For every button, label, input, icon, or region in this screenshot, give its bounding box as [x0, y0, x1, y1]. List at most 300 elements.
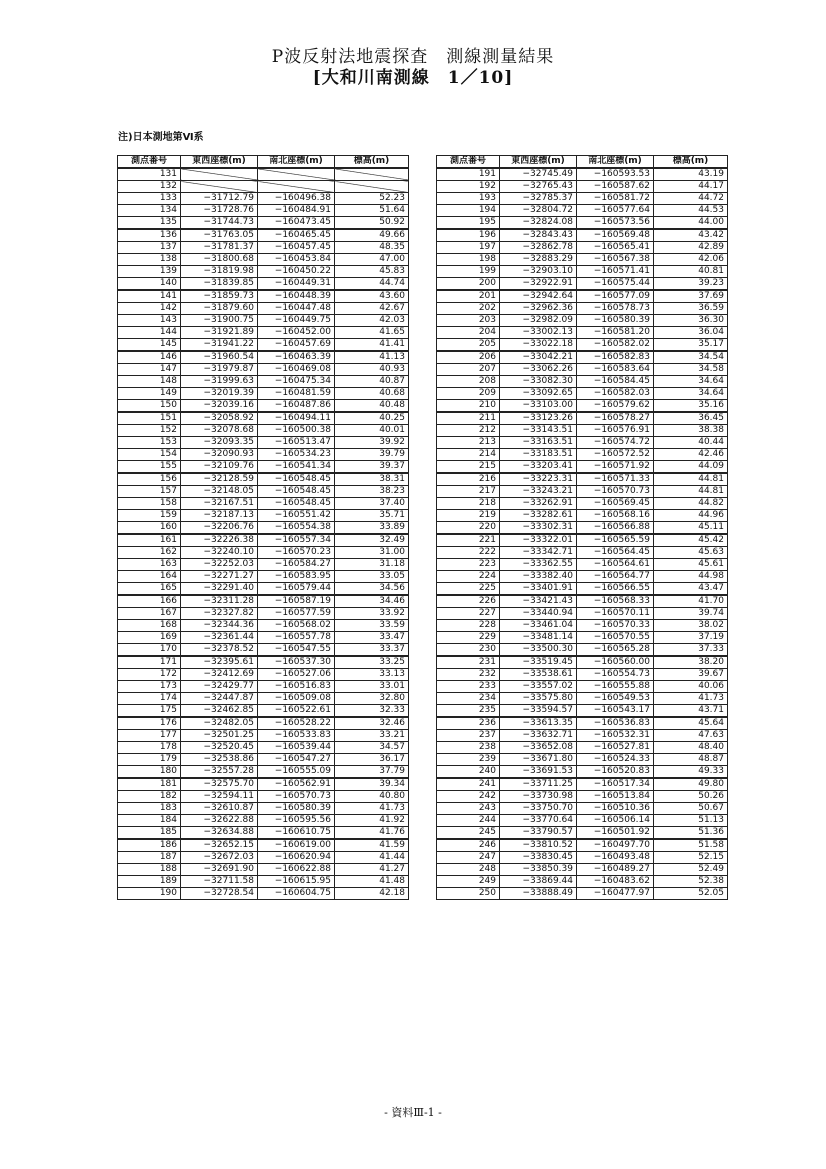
- easting-cell: −33652.08: [500, 742, 577, 754]
- northing-cell: −160619.00: [258, 839, 335, 852]
- easting-cell: −33143.51: [500, 425, 577, 437]
- easting-cell: −32982.09: [500, 315, 577, 327]
- point-number-cell: 172: [118, 669, 181, 681]
- northing-cell: −160578.27: [577, 412, 654, 425]
- point-number-cell: 214: [437, 449, 500, 461]
- elevation-cell: 34.57: [335, 742, 409, 754]
- table-row: [118, 778, 409, 791]
- point-number-cell: 208: [437, 376, 500, 388]
- point-number-cell: 248: [437, 864, 500, 876]
- northing-cell: −160567.38: [577, 254, 654, 266]
- northing-cell: −160554.38: [258, 522, 335, 535]
- table-row: [437, 364, 728, 376]
- elevation-cell: 41.70: [654, 595, 728, 608]
- elevation-cell: 36.04: [654, 327, 728, 339]
- table-row: [118, 522, 409, 535]
- point-number-cell: 143: [118, 315, 181, 327]
- point-number-cell: 133: [118, 193, 181, 205]
- point-number-cell: 137: [118, 242, 181, 254]
- point-number-cell: 203: [437, 315, 500, 327]
- easting-cell: −31879.60: [181, 303, 258, 315]
- elevation-cell: 40.87: [335, 376, 409, 388]
- elevation-cell: 43.71: [654, 705, 728, 718]
- point-number-cell: 210: [437, 400, 500, 413]
- easting-cell: −32271.27: [181, 571, 258, 583]
- northing-cell: −160571.41: [577, 266, 654, 278]
- point-number-cell: 147: [118, 364, 181, 376]
- elevation-cell: 39.67: [654, 669, 728, 681]
- column-header-point-number: 測点番号: [118, 156, 181, 169]
- document-subtitle: [大和川南測線 1／10]: [312, 68, 514, 88]
- easting-cell: −33519.45: [500, 656, 577, 669]
- point-number-cell: 196: [437, 229, 500, 242]
- elevation-cell: 41.65: [335, 327, 409, 339]
- elevation-cell: 39.23: [654, 278, 728, 291]
- point-number-cell: 158: [118, 498, 181, 510]
- point-number-cell: 201: [437, 290, 500, 303]
- table-row: [118, 364, 409, 376]
- easting-cell: −32378.52: [181, 644, 258, 657]
- table-row: [118, 693, 409, 705]
- elevation-cell: 36.59: [654, 303, 728, 315]
- point-number-cell: 180: [118, 766, 181, 779]
- table-row: [437, 449, 728, 461]
- elevation-cell: 49.66: [335, 229, 409, 242]
- document-title: P波反射法地震探査 測線測量結果: [271, 47, 555, 67]
- point-number-cell: 245: [437, 827, 500, 840]
- easting-cell: −32883.29: [500, 254, 577, 266]
- northing-cell: −160475.34: [258, 376, 335, 388]
- northing-cell: −160506.14: [577, 815, 654, 827]
- table-row: [437, 827, 728, 840]
- easting-cell: −32311.28: [181, 595, 258, 608]
- table-row: [437, 254, 728, 266]
- easting-cell: −33382.40: [500, 571, 577, 583]
- northing-cell: −160543.17: [577, 705, 654, 718]
- point-number-cell: 150: [118, 400, 181, 413]
- point-number-cell: 171: [118, 656, 181, 669]
- easting-cell: −32862.78: [500, 242, 577, 254]
- point-number-cell: 166: [118, 595, 181, 608]
- table-row: [118, 510, 409, 522]
- survey-table-left: [117, 155, 409, 900]
- table-row: [118, 388, 409, 400]
- northing-cell: −160562.91: [258, 778, 335, 791]
- easting-cell: −33557.02: [500, 681, 577, 693]
- table-row: [437, 644, 728, 657]
- table-row: [118, 730, 409, 742]
- column-header-easting: 東西座標(m): [500, 156, 577, 169]
- elevation-cell: 42.18: [335, 888, 409, 900]
- easting-cell: −31712.79: [181, 193, 258, 205]
- northing-cell: −160584.45: [577, 376, 654, 388]
- northing-cell: −160453.84: [258, 254, 335, 266]
- point-number-cell: 232: [437, 669, 500, 681]
- point-number-cell: 213: [437, 437, 500, 449]
- northing-cell: −160463.39: [258, 351, 335, 364]
- northing-cell: −160593.53: [577, 168, 654, 181]
- northing-cell: −160537.30: [258, 656, 335, 669]
- easting-cell: −33342.71: [500, 547, 577, 559]
- northing-cell: −160493.48: [577, 852, 654, 864]
- elevation-cell: 33.89: [335, 522, 409, 535]
- point-number-cell: 148: [118, 376, 181, 388]
- northing-cell: −160568.16: [577, 510, 654, 522]
- table-row: [118, 864, 409, 876]
- column-header-northing: 南北座標(m): [577, 156, 654, 169]
- easting-cell: −33790.57: [500, 827, 577, 840]
- point-number-cell: 219: [437, 510, 500, 522]
- elevation-cell: 41.76: [335, 827, 409, 840]
- table-row: [118, 193, 409, 205]
- elevation-cell: 38.38: [654, 425, 728, 437]
- table-row: [437, 461, 728, 474]
- table-header-row: [118, 156, 409, 169]
- elevation-cell: 42.06: [654, 254, 728, 266]
- easting-cell: −32538.86: [181, 754, 258, 766]
- point-number-cell: 190: [118, 888, 181, 900]
- northing-cell: −160448.39: [258, 290, 335, 303]
- point-number-cell: 136: [118, 229, 181, 242]
- northing-cell: −160494.11: [258, 412, 335, 425]
- elevation-cell: 44.00: [654, 217, 728, 230]
- northing-cell: −160555.09: [258, 766, 335, 779]
- table-row: [118, 254, 409, 266]
- easting-cell: −32058.92: [181, 412, 258, 425]
- point-number-cell: 211: [437, 412, 500, 425]
- elevation-cell: 45.61: [654, 559, 728, 571]
- easting-cell: −32187.13: [181, 510, 258, 522]
- elevation-cell: 40.06: [654, 681, 728, 693]
- northing-cell: −160547.55: [258, 644, 335, 657]
- elevation-cell: 45.83: [335, 266, 409, 278]
- point-number-cell: 227: [437, 608, 500, 620]
- point-number-cell: 240: [437, 766, 500, 779]
- table-row: [437, 473, 728, 486]
- table-row: [437, 778, 728, 791]
- northing-cell: −160483.62: [577, 876, 654, 888]
- point-number-cell: 224: [437, 571, 500, 583]
- northing-cell: −160497.70: [577, 839, 654, 852]
- table-row: [437, 437, 728, 449]
- northing-cell: −160534.23: [258, 449, 335, 461]
- easting-cell: −31800.68: [181, 254, 258, 266]
- elevation-cell: 41.73: [335, 803, 409, 815]
- table-row: [437, 498, 728, 510]
- page-footer: - 資料Ⅲ-1 -: [384, 1106, 442, 1119]
- northing-cell: −160481.59: [258, 388, 335, 400]
- elevation-cell: 37.40: [335, 498, 409, 510]
- point-number-cell: 198: [437, 254, 500, 266]
- point-number-cell: 233: [437, 681, 500, 693]
- elevation-cell: 44.96: [654, 510, 728, 522]
- northing-cell: −160564.77: [577, 571, 654, 583]
- elevation-cell: 41.92: [335, 815, 409, 827]
- point-number-cell: 194: [437, 205, 500, 217]
- northing-cell: −160566.88: [577, 522, 654, 535]
- easting-cell: −32520.45: [181, 742, 258, 754]
- northing-cell: −160496.38: [258, 193, 335, 205]
- point-number-cell: 241: [437, 778, 500, 791]
- elevation-cell: 49.80: [654, 778, 728, 791]
- easting-cell: −33002.13: [500, 327, 577, 339]
- northing-cell: −160570.33: [577, 620, 654, 632]
- elevation-cell: 41.73: [654, 693, 728, 705]
- easting-cell: −33850.39: [500, 864, 577, 876]
- easting-cell: −33123.26: [500, 412, 577, 425]
- point-number-cell: 250: [437, 888, 500, 900]
- table-row: [118, 815, 409, 827]
- table-row: [118, 876, 409, 888]
- survey-table-left-body: [118, 168, 409, 900]
- easting-cell: [181, 168, 258, 181]
- easting-cell: −31979.87: [181, 364, 258, 376]
- point-number-cell: 152: [118, 425, 181, 437]
- point-number-cell: 174: [118, 693, 181, 705]
- easting-cell: −33082.30: [500, 376, 577, 388]
- elevation-cell: 40.68: [335, 388, 409, 400]
- table-row: [437, 242, 728, 254]
- northing-cell: −160620.94: [258, 852, 335, 864]
- table-row: [437, 730, 728, 742]
- northing-cell: −160555.88: [577, 681, 654, 693]
- northing-cell: −160509.08: [258, 693, 335, 705]
- northing-cell: −160541.34: [258, 461, 335, 474]
- elevation-cell: 52.38: [654, 876, 728, 888]
- table-row: [118, 266, 409, 278]
- point-number-cell: 200: [437, 278, 500, 291]
- easting-cell: −33869.44: [500, 876, 577, 888]
- table-row: [118, 620, 409, 632]
- northing-cell: −160548.45: [258, 498, 335, 510]
- point-number-cell: 131: [118, 168, 181, 181]
- point-number-cell: 169: [118, 632, 181, 644]
- point-number-cell: 188: [118, 864, 181, 876]
- table-row: [437, 669, 728, 681]
- table-row: [437, 376, 728, 388]
- easting-cell: −32226.38: [181, 534, 258, 547]
- point-number-cell: 184: [118, 815, 181, 827]
- point-number-cell: 167: [118, 608, 181, 620]
- easting-cell: −32903.10: [500, 266, 577, 278]
- column-header-point-number: 測点番号: [437, 156, 500, 169]
- elevation-cell: 52.05: [654, 888, 728, 900]
- point-number-cell: 195: [437, 217, 500, 230]
- table-row: [437, 571, 728, 583]
- point-number-cell: 141: [118, 290, 181, 303]
- northing-cell: −160583.95: [258, 571, 335, 583]
- table-row: [437, 693, 728, 705]
- easting-cell: −32462.85: [181, 705, 258, 718]
- table-row: [118, 205, 409, 217]
- elevation-cell: 51.36: [654, 827, 728, 840]
- table-row: [118, 754, 409, 766]
- elevation-cell: 40.81: [654, 266, 728, 278]
- northing-cell: −160569.45: [577, 498, 654, 510]
- northing-cell: −160622.88: [258, 864, 335, 876]
- table-row: [118, 303, 409, 315]
- point-number-cell: 145: [118, 339, 181, 352]
- table-row: [437, 522, 728, 535]
- northing-cell: −160564.61: [577, 559, 654, 571]
- elevation-cell: 50.92: [335, 217, 409, 230]
- table-row: [118, 278, 409, 291]
- elevation-cell: 36.30: [654, 315, 728, 327]
- table-row: [437, 803, 728, 815]
- easting-cell: −32093.35: [181, 437, 258, 449]
- northing-cell: −160577.59: [258, 608, 335, 620]
- easting-cell: −32594.11: [181, 791, 258, 803]
- northing-cell: −160578.73: [577, 303, 654, 315]
- table-row: [437, 217, 728, 230]
- northing-cell: −160557.34: [258, 534, 335, 547]
- point-number-cell: 175: [118, 705, 181, 718]
- point-number-cell: 249: [437, 876, 500, 888]
- easting-cell: −32610.87: [181, 803, 258, 815]
- elevation-cell: 39.92: [335, 437, 409, 449]
- table-row: [118, 705, 409, 718]
- elevation-cell: 37.33: [654, 644, 728, 657]
- point-number-cell: 226: [437, 595, 500, 608]
- table-row: [437, 351, 728, 364]
- elevation-cell: 45.63: [654, 547, 728, 559]
- elevation-cell: 52.49: [654, 864, 728, 876]
- table-row: [437, 425, 728, 437]
- easting-cell: −32622.88: [181, 815, 258, 827]
- table-row: [437, 193, 728, 205]
- table-row: [118, 315, 409, 327]
- elevation-cell: 34.46: [335, 595, 409, 608]
- table-row: [118, 791, 409, 803]
- easting-cell: −31960.54: [181, 351, 258, 364]
- table-row: [437, 278, 728, 291]
- northing-cell: −160484.91: [258, 205, 335, 217]
- elevation-cell: 33.59: [335, 620, 409, 632]
- point-number-cell: 221: [437, 534, 500, 547]
- northing-cell: [258, 168, 335, 181]
- table-row: [118, 669, 409, 681]
- column-header-northing: 南北座標(m): [258, 156, 335, 169]
- table-row: [118, 425, 409, 437]
- northing-cell: −160566.55: [577, 583, 654, 596]
- table-row: [437, 534, 728, 547]
- point-number-cell: 135: [118, 217, 181, 230]
- elevation-cell: 36.45: [654, 412, 728, 425]
- table-row: [118, 486, 409, 498]
- northing-cell: −160457.45: [258, 242, 335, 254]
- table-row: [437, 876, 728, 888]
- table-row: [118, 583, 409, 596]
- easting-cell: −33282.61: [500, 510, 577, 522]
- table-row: [118, 217, 409, 230]
- elevation-cell: 41.13: [335, 351, 409, 364]
- elevation-cell: 35.17: [654, 339, 728, 352]
- table-row: [118, 547, 409, 559]
- point-number-cell: 197: [437, 242, 500, 254]
- northing-cell: −160595.56: [258, 815, 335, 827]
- northing-cell: −160513.84: [577, 791, 654, 803]
- table-row: [118, 681, 409, 693]
- northing-cell: −160449.75: [258, 315, 335, 327]
- point-number-cell: 244: [437, 815, 500, 827]
- elevation-cell: 41.48: [335, 876, 409, 888]
- point-number-cell: 176: [118, 717, 181, 730]
- elevation-cell: 39.79: [335, 449, 409, 461]
- easting-cell: −32804.72: [500, 205, 577, 217]
- point-number-cell: 153: [118, 437, 181, 449]
- northing-cell: −160570.11: [577, 608, 654, 620]
- point-number-cell: 223: [437, 559, 500, 571]
- elevation-cell: 48.40: [654, 742, 728, 754]
- point-number-cell: 183: [118, 803, 181, 815]
- easting-cell: −32361.44: [181, 632, 258, 644]
- easting-cell: −32942.64: [500, 290, 577, 303]
- table-row: [118, 839, 409, 852]
- point-number-cell: 222: [437, 547, 500, 559]
- elevation-cell: 36.17: [335, 754, 409, 766]
- elevation-cell: 44.09: [654, 461, 728, 474]
- elevation-cell: 52.15: [654, 852, 728, 864]
- easting-cell: −31941.22: [181, 339, 258, 352]
- easting-cell: −33481.14: [500, 632, 577, 644]
- easting-cell: −33243.21: [500, 486, 577, 498]
- northing-cell: −160581.72: [577, 193, 654, 205]
- point-number-cell: 217: [437, 486, 500, 498]
- elevation-cell: 43.42: [654, 229, 728, 242]
- northing-cell: −160577.09: [577, 290, 654, 303]
- point-number-cell: 231: [437, 656, 500, 669]
- easting-cell: −31921.89: [181, 327, 258, 339]
- northing-cell: −160473.45: [258, 217, 335, 230]
- easting-cell: −32240.10: [181, 547, 258, 559]
- elevation-cell: 39.34: [335, 778, 409, 791]
- table-row: [437, 266, 728, 278]
- easting-cell: −33691.53: [500, 766, 577, 779]
- easting-cell: −32327.82: [181, 608, 258, 620]
- northing-cell: −160501.92: [577, 827, 654, 840]
- easting-cell: −32090.93: [181, 449, 258, 461]
- easting-cell: −31859.73: [181, 290, 258, 303]
- easting-cell: −33810.52: [500, 839, 577, 852]
- easting-cell: −32429.77: [181, 681, 258, 693]
- point-number-cell: 235: [437, 705, 500, 718]
- point-number-cell: 144: [118, 327, 181, 339]
- elevation-cell: 43.19: [654, 168, 728, 181]
- elevation-cell: 43.47: [654, 583, 728, 596]
- easting-cell: −32691.90: [181, 864, 258, 876]
- northing-cell: −160532.31: [577, 730, 654, 742]
- point-number-cell: 215: [437, 461, 500, 474]
- easting-cell: −32765.43: [500, 181, 577, 193]
- northing-cell: −160452.00: [258, 327, 335, 339]
- point-number-cell: 154: [118, 449, 181, 461]
- table-row: [437, 656, 728, 669]
- northing-cell: −160565.41: [577, 242, 654, 254]
- northing-cell: −160573.56: [577, 217, 654, 230]
- easting-cell: −33711.25: [500, 778, 577, 791]
- table-row: [118, 168, 409, 181]
- point-number-cell: 165: [118, 583, 181, 596]
- northing-cell: −160582.02: [577, 339, 654, 352]
- table-row: [437, 717, 728, 730]
- table-row: [118, 644, 409, 657]
- northing-cell: −160572.52: [577, 449, 654, 461]
- point-number-cell: 159: [118, 510, 181, 522]
- table-row: [437, 486, 728, 498]
- elevation-cell: 44.82: [654, 498, 728, 510]
- elevation-cell: 45.11: [654, 522, 728, 535]
- northing-cell: −160487.86: [258, 400, 335, 413]
